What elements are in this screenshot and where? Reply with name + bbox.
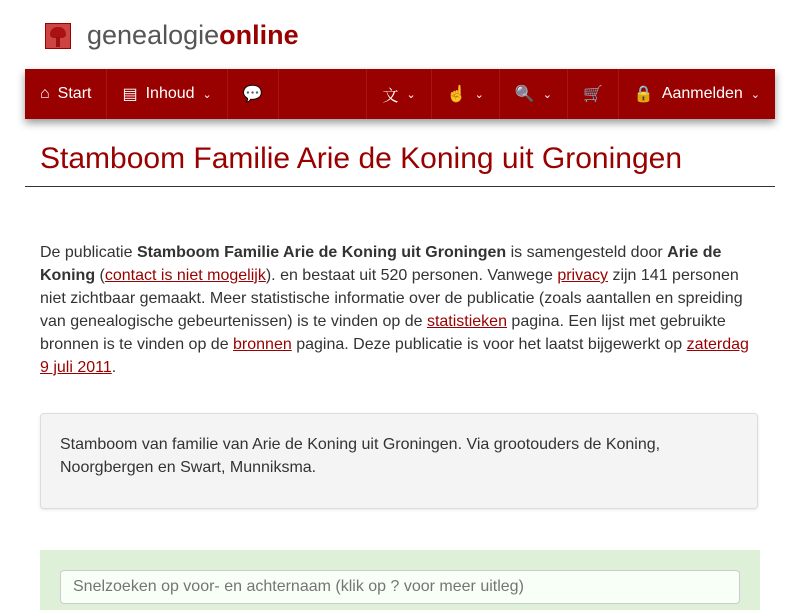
comments-icon: 💬 xyxy=(242,86,263,103)
book-icon: ▤ xyxy=(122,86,138,103)
nav-inhoud-label: Inhoud xyxy=(145,85,195,102)
translate-icon: 文 xyxy=(382,87,399,105)
quick-search-panel xyxy=(40,550,760,610)
privacy-link[interactable]: privacy xyxy=(557,267,608,284)
quick-search-input[interactable] xyxy=(60,570,740,604)
logo-text: genealogieonline xyxy=(87,20,299,50)
nav-start-label: Start xyxy=(57,85,92,102)
nav-spacer xyxy=(279,69,368,119)
nav-search[interactable] xyxy=(500,69,568,119)
search-icon: 🔍 xyxy=(514,86,535,103)
contact-link[interactable]: contact is niet mogelijk xyxy=(104,267,266,284)
statistics-link[interactable]: statistieken xyxy=(426,313,507,330)
tree-icon xyxy=(45,23,71,49)
chevron-down-icon: ⌄ xyxy=(406,88,416,101)
description-box: Stamboom van familie van Arie de Koning uit Groningen. Via grootouders de Koning, Noorgbergen en Swart, Munniksma. xyxy=(40,413,758,509)
nav-inhoud[interactable] xyxy=(107,69,227,119)
home-icon: ⌂ xyxy=(40,85,50,102)
chevron-down-icon: ⌄ xyxy=(202,88,212,101)
page-title: Stamboom Familie Arie de Koning uit Groningen xyxy=(40,142,683,175)
nav-login-label: Aanmelden xyxy=(661,85,743,102)
intro-text: De publicatie Stamboom Familie Arie de Koning uit Groningen is samengesteld door Arie de Koning (contact is niet mogelijk). en bestaat uit 520 personen. Vanwege privacy zijn 141 personen niet zichtbaar gemaakt. Meer statistische informatie over de publicatie (zoals aantallen en spreiding van genealogische gebeurtenissen) is te vinden op de statistieken pagina. Een lijst met gebruikte bronnen is te vinden op de bronnen pagina. Deze publicatie is voor het laatst bijgewerkt op zaterdag 9 juli 2011. xyxy=(40,244,749,376)
nav-cart[interactable] xyxy=(568,69,619,119)
date-link[interactable]: zaterdag 9 juli 2011 xyxy=(40,336,749,376)
nav-login[interactable] xyxy=(619,69,775,119)
nav-comments[interactable] xyxy=(228,69,279,119)
main-nav xyxy=(25,69,775,119)
sources-link[interactable]: bronnen xyxy=(233,336,292,353)
lock-icon: 🔒 xyxy=(633,86,654,103)
cart-icon: 🛒 xyxy=(582,86,603,103)
chevron-down-icon: ⌄ xyxy=(750,88,760,101)
nav-share[interactable] xyxy=(432,69,500,119)
nav-language[interactable] xyxy=(367,69,431,119)
divider xyxy=(25,186,775,187)
chevron-down-icon: ⌄ xyxy=(474,88,484,101)
logo[interactable] xyxy=(45,20,299,51)
nav-start[interactable] xyxy=(25,69,107,119)
chevron-down-icon: ⌄ xyxy=(542,88,552,101)
thumbs-up-icon: ☝ xyxy=(446,86,467,103)
